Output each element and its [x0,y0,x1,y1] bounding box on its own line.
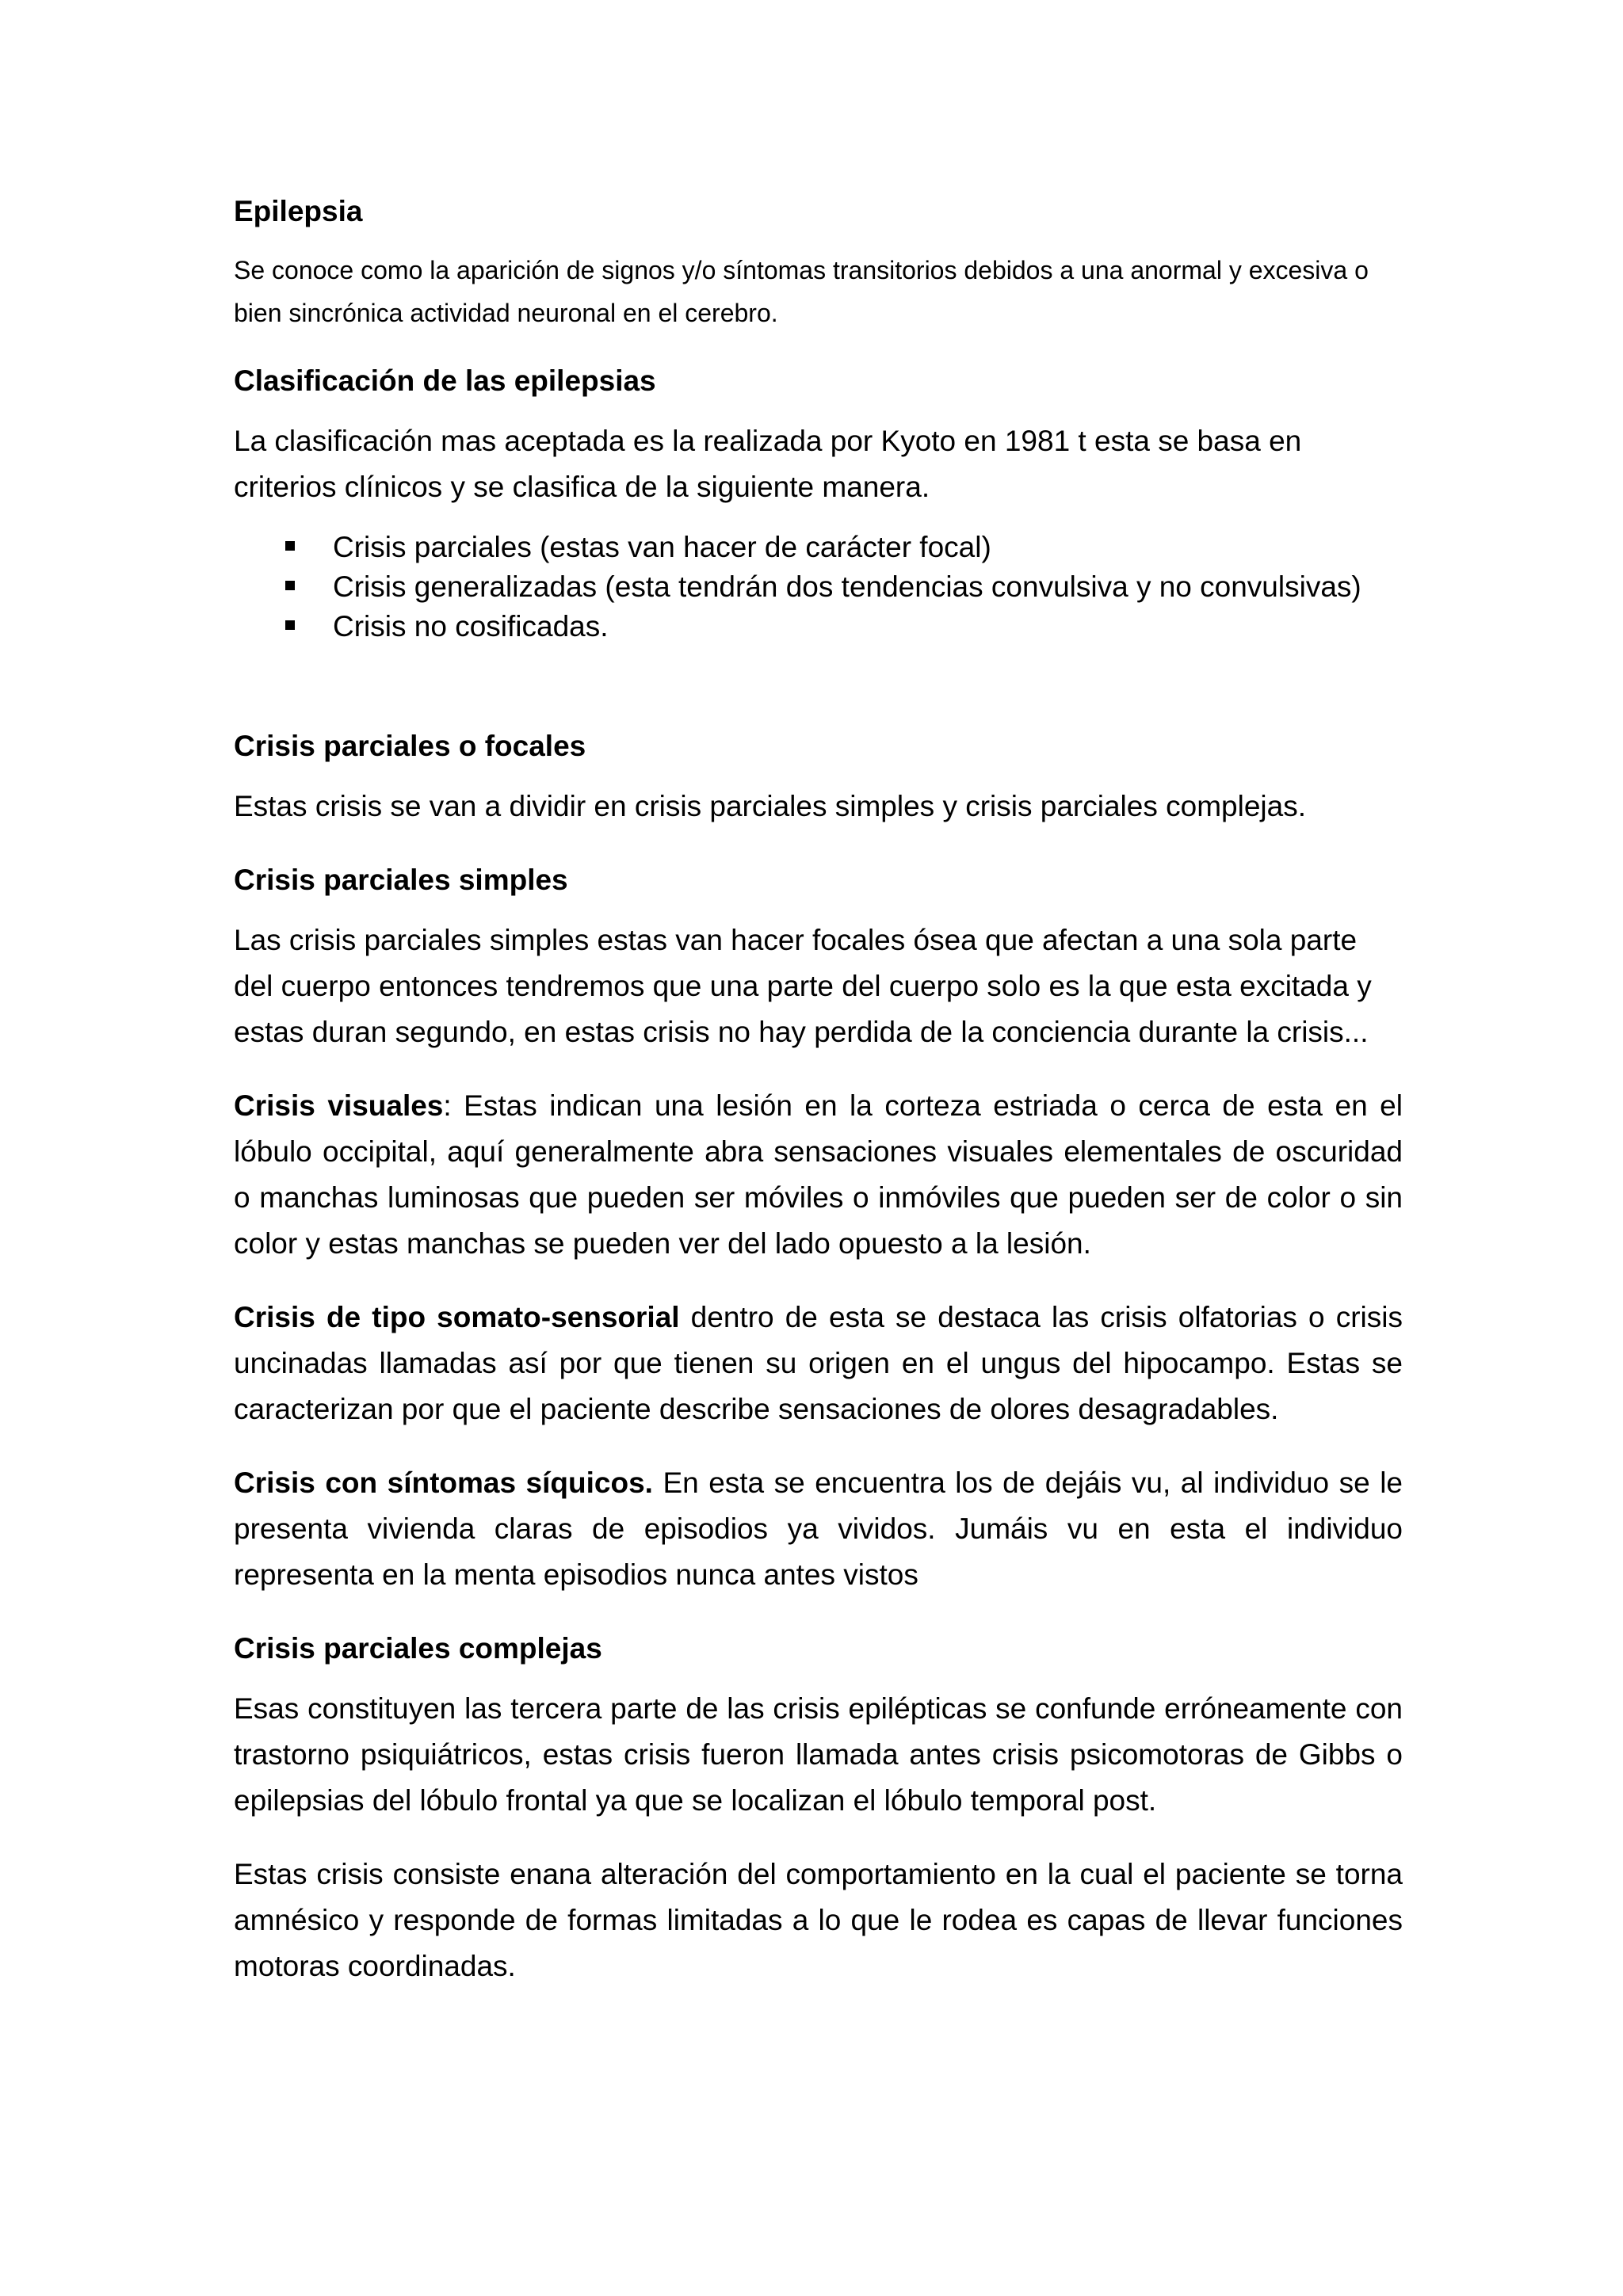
complex-paragraph-1: Esas constituyen las tercera parte de las crisis epilépticas se confunde erróneamente con trastorno psiquiátricos, estas crisis fueron llamada antes crisis psicomotoras de Gibbs o epilepsias del lóbulo frontal ya que se localizan el lóbulo temporal post. [234,1692,1403,1817]
square-bullet-icon [285,620,295,630]
partial-paragraph: Estas crisis se van a dividir en crisis parciales simples y crisis parciales complejas. [234,790,1306,822]
simple-paragraph: Las crisis parciales simples estas van hacer focales ósea que afectan a una sola parte del cuerpo entonces tendremos que una parte del cuerpo solo es la que esta excitada y estas duran segundo, en estas crisis no hay perdida de la conciencia durante la crisis... [234,924,1372,1048]
list-item [285,607,1403,646]
square-bullet-icon [285,541,295,551]
simple-heading: Crisis parciales simples [234,864,568,896]
classification-heading: Clasificación de las epilepsias [234,364,656,397]
somato-text: dentro de esta se destaca las crisis olfatorias o crisis uncinadas llamadas así por que tienen su origen en el ungus del hipocampo. Estas se caracterizan por que el paciente describe sensaciones de olores desagradables. [234,1301,1403,1425]
visual-paragraph [234,1083,1403,1267]
complex-paragraph-2: Estas crisis consiste enana alteración del comportamiento en la cual el paciente se torna amnésico y responde de formas limitadas a lo que le rodea es capas de llevar funciones motoras coordinadas. [234,1858,1403,1982]
list-item-text: Crisis parciales (estas van hacer de carácter focal) [333,531,991,563]
somato-paragraph [234,1295,1403,1432]
classification-list [234,528,1403,646]
list-item [285,528,1403,567]
definition-paragraph: Se conoce como la aparición de signos y/o síntomas transitorios debidos a una anormal y excesiva o bien sincrónica actividad neuronal en el cerebro. [234,256,1369,327]
somato-term: Crisis de tipo somato-sensorial [234,1301,680,1333]
square-bullet-icon [285,581,295,590]
psychic-paragraph [234,1460,1403,1598]
visual-text: : Estas indican una lesión en la corteza estriada o cerca de esta en el lóbulo occipital, aquí generalmente abra sensaciones visuales elementales de oscuridad o manchas luminosas que pueden ser móviles o inmóviles que pueden ser de color o sin color y estas manchas se pueden ver del lado opuesto a la lesión. [234,1089,1403,1260]
complex-heading: Crisis parciales complejas [234,1632,602,1665]
psychic-text: En esta se encuentra los de dejáis vu, al individuo se le presenta vivienda claras de episodios ya vividos. Jumáis vu en esta el individuo representa en la menta episodios nunca antes vistos [234,1466,1403,1591]
document-body [234,189,1403,2017]
psychic-term: Crisis con síntomas síquicos. [234,1466,653,1499]
list-item-text: Crisis generalizadas (esta tendrán dos tendencias convulsiva y no convulsivas) [333,570,1361,603]
document-title: Epilepsia [234,195,363,227]
partial-heading: Crisis parciales o focales [234,730,586,762]
classification-intro: La clasificación mas aceptada es la realizada por Kyoto en 1981 t esta se basa en criterios clínicos y se clasifica de la siguiente manera. [234,425,1302,503]
list-item-text: Crisis no cosificadas. [333,610,609,643]
list-item [285,567,1403,607]
visual-term: Crisis visuales [234,1089,444,1122]
